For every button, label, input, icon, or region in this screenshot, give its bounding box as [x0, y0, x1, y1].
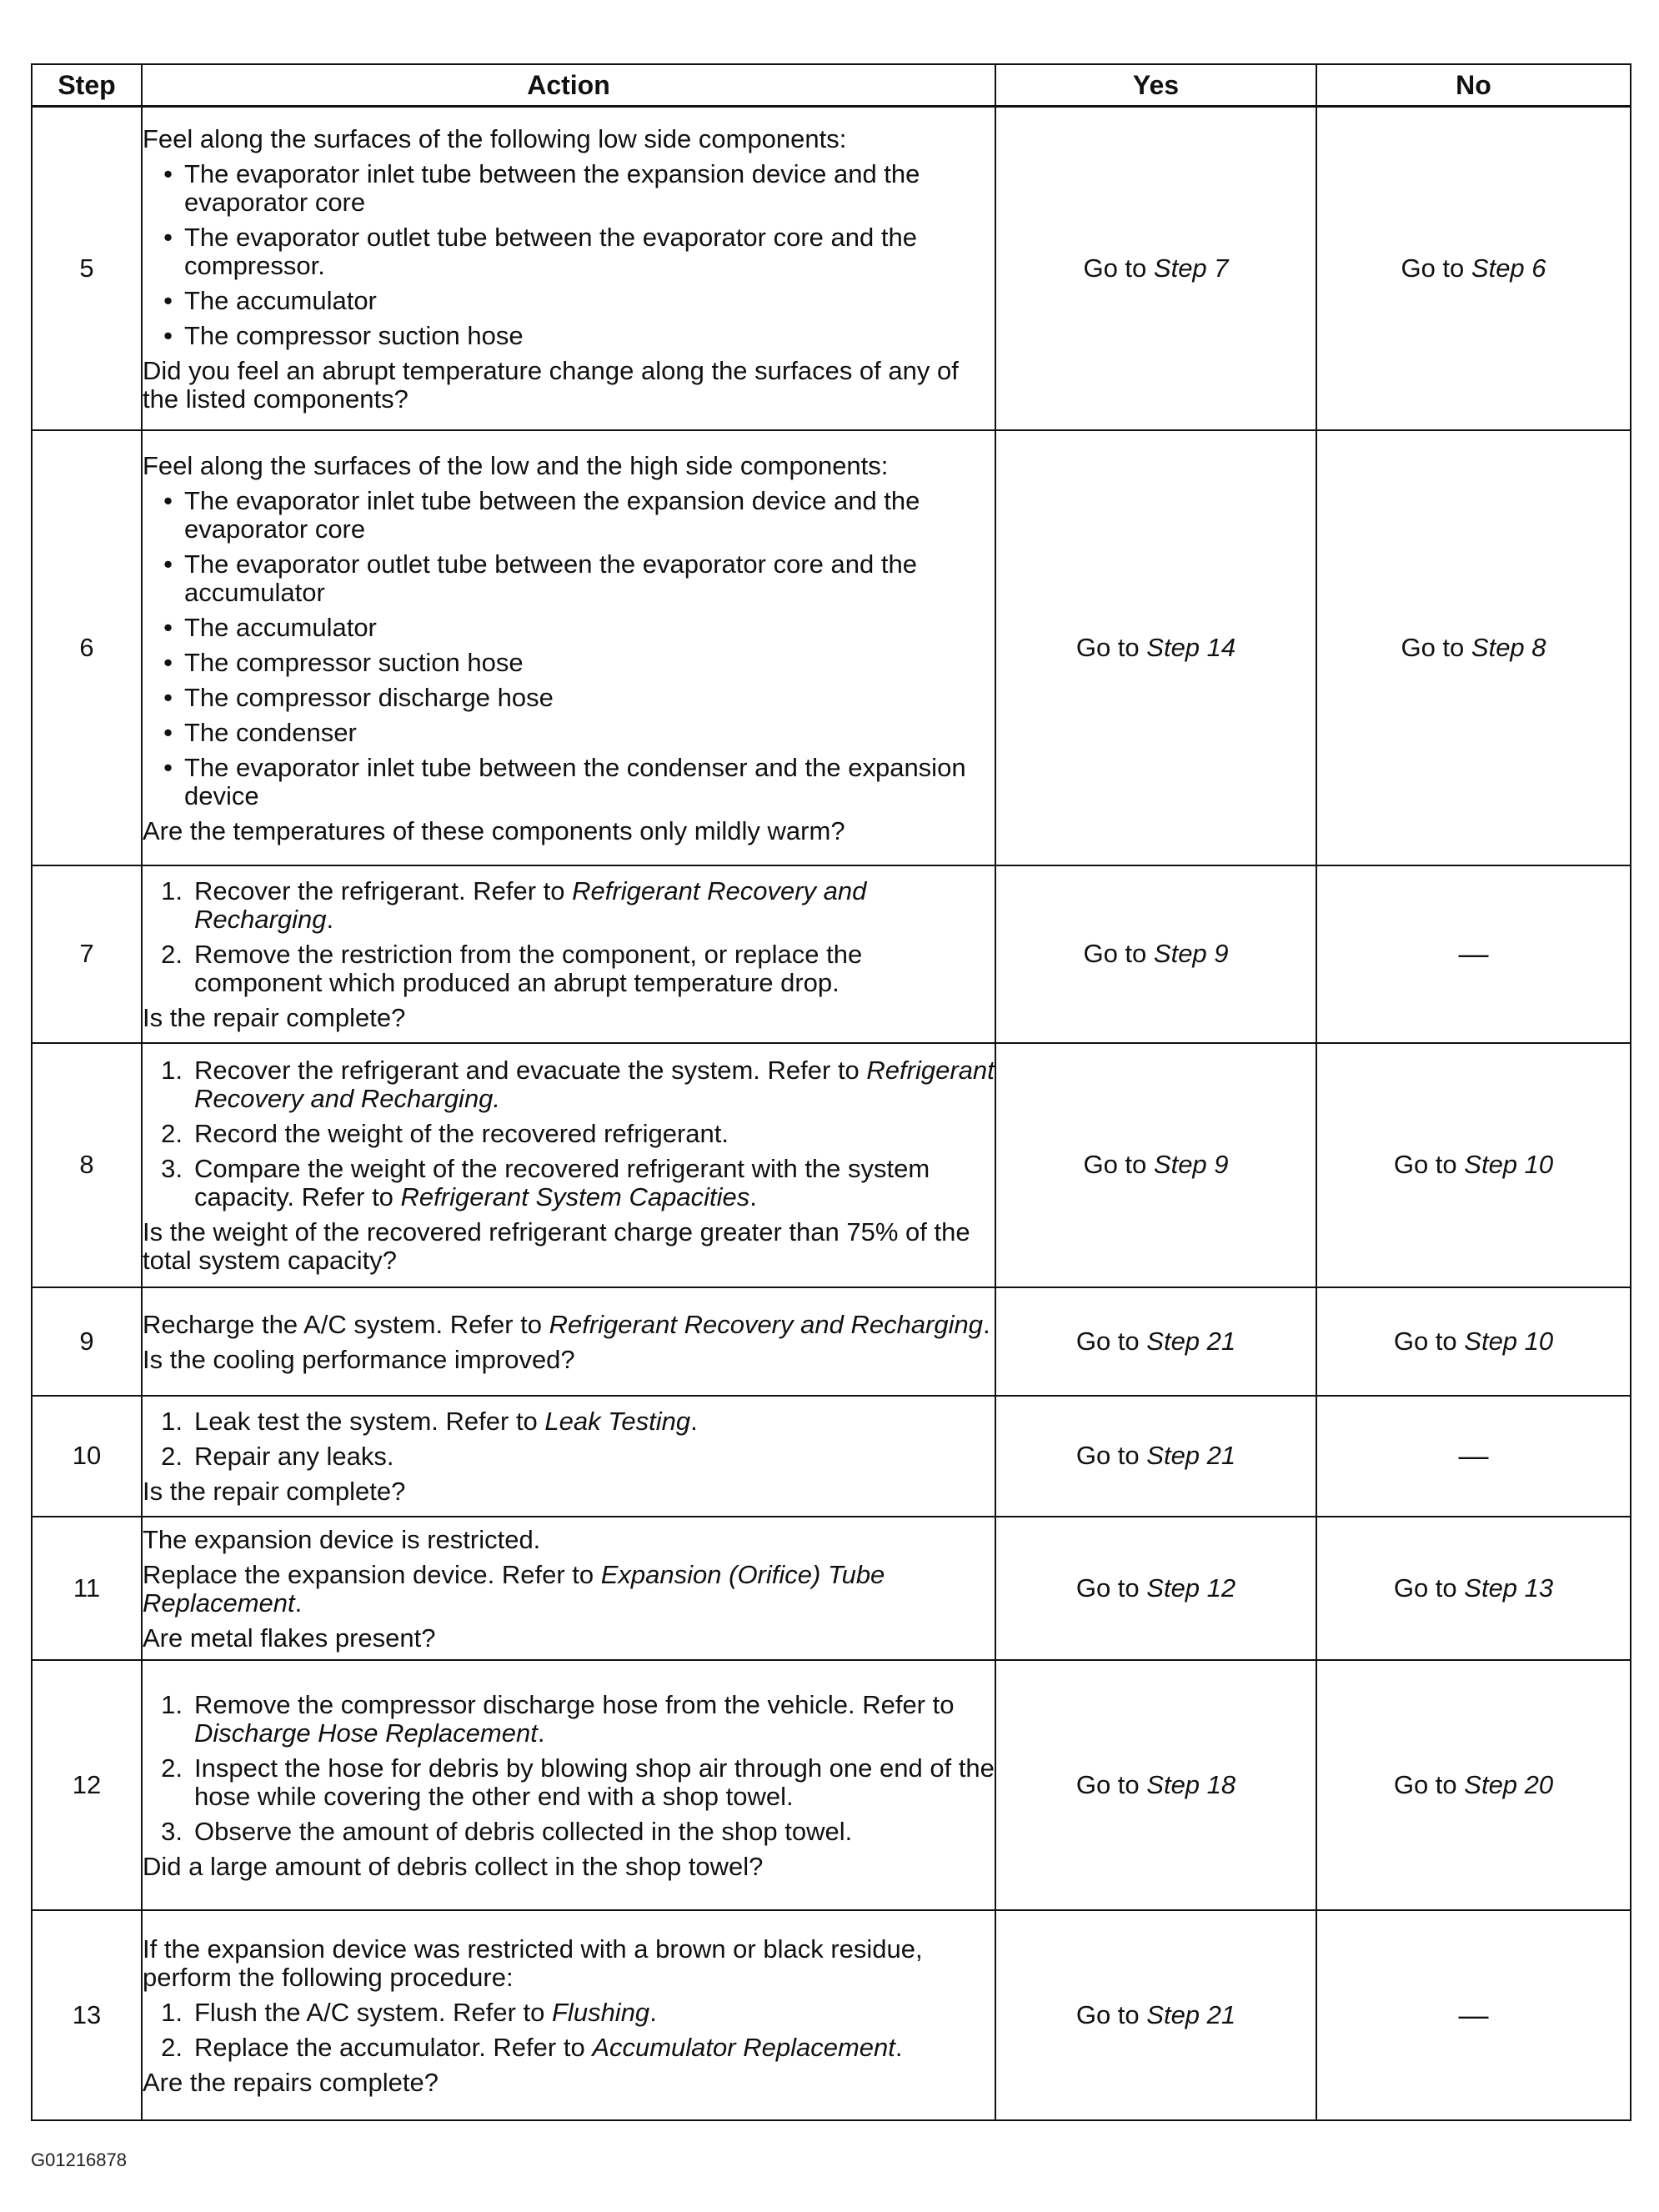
item-text [194, 940, 995, 997]
action-text [143, 1935, 995, 1992]
text-segment: Are metal flakes present? [143, 1623, 436, 1653]
yes-cell [995, 1287, 1316, 1396]
text-segment: Is the repair complete? [143, 1003, 406, 1032]
text-segment: The expansion device is restricted. [143, 1524, 541, 1554]
text-segment: . [294, 1588, 303, 1618]
item-text [184, 684, 995, 712]
bullet-item [143, 287, 995, 315]
text-segment: The evaporator outlet tube between the evaporator core and the compressor. [184, 222, 917, 280]
bullet-marker: • [163, 717, 173, 747]
action-text [143, 2069, 995, 2097]
action-text [143, 1624, 995, 1653]
no-cell [1316, 865, 1631, 1043]
goto-prefix: Go to [1075, 1572, 1147, 1603]
reference-text: Expansion (Orifice) Tube Replacement [143, 1559, 885, 1618]
bullet-item [143, 322, 995, 350]
text-segment: If the expansion device was restricted with a brown or black residue, perform the following procedure: [143, 1934, 923, 1992]
text-segment: . [895, 2032, 903, 2062]
bullet-item [143, 160, 995, 217]
numbered-item [143, 1818, 995, 1846]
text-segment: Is the weight of the recovered refrigerant charge greater than 75% of the total system capacity? [143, 1217, 970, 1275]
reference-text: Accumulator Replacement [592, 2032, 895, 2062]
numbered-item [143, 1056, 995, 1113]
step-reference: Step 7 [1153, 253, 1229, 283]
text-segment: Remove the restriction from the component, or replace the component which produced an abrupt temperature drop. [194, 940, 863, 997]
step-reference: Step 9 [1153, 1150, 1229, 1179]
text-segment: . [326, 905, 334, 934]
item-text [184, 287, 995, 315]
action-text [143, 817, 995, 845]
bullet-item [143, 649, 995, 677]
item-text [184, 223, 995, 280]
goto-prefix: Go to [1075, 1441, 1147, 1470]
text-segment: Record the weight of the recovered refrigerant. [194, 1119, 729, 1148]
text-segment: Replace the accumulator. Refer to [194, 2032, 593, 2062]
text-segment: . [537, 1718, 545, 1748]
text-segment: Is the repair complete? [143, 1477, 406, 1506]
bullet-item [143, 614, 995, 642]
action-cell [142, 1043, 995, 1287]
step-reference: Step 18 [1146, 1769, 1236, 1799]
yes-cell [995, 430, 1316, 865]
action-text [143, 357, 995, 414]
action-text [143, 1526, 995, 1554]
table-row [32, 865, 1631, 1043]
numbered-item [143, 2034, 995, 2062]
bullet-item [143, 550, 995, 607]
text-segment: The condenser [184, 717, 357, 747]
numbered-item [143, 877, 995, 934]
action-cell [142, 430, 995, 865]
bullet-marker: • [163, 682, 173, 712]
step-reference: Step 20 [1464, 1769, 1554, 1799]
yes-cell [995, 107, 1316, 430]
goto-prefix: Go to [1083, 253, 1154, 283]
bullet-marker: • [163, 612, 173, 642]
bullet-marker: • [163, 222, 173, 252]
goto-prefix: Go to [1083, 939, 1154, 968]
text-segment: Recharge the A/C system. Refer to [143, 1309, 549, 1339]
bullet-marker: • [163, 320, 173, 350]
table-row [32, 107, 1631, 430]
action-text [143, 1004, 995, 1032]
numbered-item [143, 1999, 995, 2027]
no-action-dash: — [1458, 1438, 1489, 1472]
item-text [184, 487, 995, 544]
item-text [194, 1407, 995, 1436]
action-cell [142, 1287, 995, 1396]
text-segment: . [749, 1182, 757, 1211]
goto-prefix: Go to [1393, 1572, 1465, 1603]
item-text [184, 754, 995, 810]
item-text [194, 1056, 995, 1113]
action-text [143, 1218, 995, 1275]
bullet-marker: • [163, 647, 173, 677]
step-reference: Step 14 [1146, 632, 1236, 662]
step-reference: Step 10 [1464, 1150, 1554, 1179]
table-row [32, 1043, 1631, 1287]
reference-text: Discharge Hose Replacement [194, 1718, 538, 1748]
step-reference: Step 6 [1471, 253, 1546, 283]
item-number: 2. [161, 1442, 183, 1471]
item-text [194, 2034, 995, 2062]
no-action-dash: — [1458, 936, 1489, 971]
step-number: 6 [32, 430, 142, 865]
yes-cell [995, 1910, 1316, 2120]
step-reference: Step 21 [1146, 1441, 1236, 1470]
step-reference: Step 21 [1146, 1326, 1236, 1356]
header-row [32, 64, 1631, 107]
no-action-dash: — [1458, 1997, 1489, 2032]
yes-cell [995, 1660, 1316, 1910]
no-cell [1316, 1517, 1631, 1660]
no-cell [1316, 1910, 1631, 2120]
item-number: 2. [161, 2032, 183, 2062]
text-segment: The evaporator inlet tube between the condenser and the expansion device [184, 752, 966, 810]
bullet-item [143, 754, 995, 810]
table-row [32, 1660, 1631, 1910]
item-text [194, 1691, 995, 1748]
text-segment: . [690, 1407, 698, 1436]
numbered-item [143, 1691, 995, 1748]
bullet-marker: • [163, 752, 173, 782]
no-cell [1316, 107, 1631, 430]
text-segment: Leak test the system. Refer to [194, 1407, 545, 1436]
numbered-item [143, 1155, 995, 1211]
item-text [184, 322, 995, 350]
action-text [143, 1346, 995, 1374]
table-row [32, 1517, 1631, 1660]
step-number: 5 [32, 107, 142, 430]
bullet-marker: • [163, 285, 173, 315]
action-cell [142, 1517, 995, 1660]
numbered-item [143, 1754, 995, 1811]
text-segment: The compressor discharge hose [184, 682, 554, 712]
table-row [32, 1287, 1631, 1396]
text-segment: Are the repairs complete? [143, 2067, 439, 2097]
action-cell [142, 1396, 995, 1517]
no-cell [1316, 1396, 1631, 1517]
reference-text: Leak Testing [544, 1407, 691, 1436]
goto-prefix: Go to [1393, 1326, 1465, 1356]
document-id: G01216878 [31, 2149, 127, 2170]
step-number: 9 [32, 1287, 142, 1396]
goto-prefix: Go to [1401, 632, 1471, 662]
text-segment: The accumulator [184, 285, 377, 315]
no-cell [1316, 1660, 1631, 1910]
item-text [194, 1818, 995, 1846]
text-segment: The evaporator inlet tube between the expansion device and the evaporator core [184, 485, 920, 544]
goto-prefix: Go to [1401, 253, 1471, 283]
bullet-marker: • [163, 158, 173, 188]
item-number: 2. [161, 1753, 183, 1783]
item-text [184, 550, 995, 607]
step-reference: Step 9 [1153, 939, 1229, 968]
step-reference: Step 10 [1464, 1326, 1554, 1356]
text-segment: Flush the A/C system. Refer to [194, 1997, 552, 2027]
table-row [32, 1396, 1631, 1517]
goto-prefix: Go to [1075, 1999, 1147, 2029]
yes-cell [995, 1517, 1316, 1660]
text-segment: Is the cooling performance improved? [143, 1344, 575, 1374]
item-number: 2. [161, 940, 183, 969]
reference-text: Refrigerant Recovery and Recharging [194, 876, 867, 934]
text-segment: The compressor suction hose [184, 647, 524, 677]
action-text [143, 1853, 995, 1881]
numbered-item [143, 940, 995, 997]
step-reference: Step 13 [1464, 1572, 1554, 1603]
no-cell [1316, 430, 1631, 865]
bullet-item [143, 684, 995, 712]
diagnostic-table [31, 63, 1631, 2121]
text-segment: Replace the expansion device. Refer to [143, 1559, 601, 1589]
yes-cell [995, 1043, 1316, 1287]
item-number: 3. [161, 1154, 183, 1183]
item-text [194, 1120, 995, 1148]
item-number: 1. [161, 876, 183, 905]
goto-prefix: Go to [1083, 1150, 1154, 1179]
text-segment: The evaporator outlet tube between the evaporator core and the accumulator [184, 549, 917, 607]
action-text [143, 1311, 995, 1339]
step-number: 11 [32, 1517, 142, 1660]
action-cell [142, 1910, 995, 2120]
bullet-marker: • [163, 485, 173, 515]
item-number: 1. [161, 1997, 183, 2027]
bullet-item [143, 487, 995, 544]
numbered-item [143, 1442, 995, 1471]
step-reference: Step 12 [1146, 1572, 1236, 1603]
reference-text: Refrigerant System Capacities [400, 1182, 750, 1211]
table-body [32, 107, 1631, 2120]
item-number: 3. [161, 1816, 183, 1846]
step-number: 10 [32, 1396, 142, 1517]
action-text [143, 1477, 995, 1506]
item-text [194, 1754, 995, 1811]
text-segment: Feel along the surfaces of the following low side components: [143, 123, 847, 153]
numbered-item [143, 1120, 995, 1148]
no-cell [1316, 1287, 1631, 1396]
table-row [32, 1910, 1631, 2120]
goto-prefix: Go to [1075, 1326, 1147, 1356]
text-segment: The evaporator inlet tube between the expansion device and the evaporator core [184, 158, 920, 217]
text-segment: Remove the compressor discharge hose from the vehicle. Refer to [194, 1689, 955, 1719]
reference-text: Refrigerant Recovery and Recharging. [194, 1056, 995, 1113]
bullet-item [143, 719, 995, 747]
text-segment: Observe the amount of debris collected in the shop towel. [194, 1816, 853, 1846]
numbered-item [143, 1407, 995, 1436]
text-segment: Recover the refrigerant. Refer to [194, 876, 573, 905]
header-no: No [1316, 64, 1631, 107]
text-segment: Repair any leaks. [194, 1442, 394, 1471]
yes-cell [995, 865, 1316, 1043]
yes-cell [995, 1396, 1316, 1517]
text-segment: Are the temperatures of these components only mildly warm? [143, 815, 845, 845]
item-text [184, 614, 995, 642]
item-number: 1. [161, 1056, 183, 1085]
goto-prefix: Go to [1075, 1769, 1147, 1799]
goto-prefix: Go to [1393, 1150, 1465, 1179]
text-segment: The compressor suction hose [184, 320, 524, 350]
text-segment: Compare the weight of the recovered refrigerant with the system capacity. Refer to [194, 1154, 930, 1211]
header-action: Action [142, 64, 995, 107]
item-text [194, 1442, 995, 1471]
action-text [143, 125, 995, 153]
step-number: 13 [32, 1910, 142, 2120]
header-yes: Yes [995, 64, 1316, 107]
action-text [143, 452, 995, 480]
step-reference: Step 8 [1471, 632, 1546, 662]
reference-text: Refrigerant Recovery and Recharging [549, 1309, 983, 1339]
action-text [143, 1561, 995, 1618]
action-cell [142, 107, 995, 430]
text-segment: . [983, 1309, 990, 1339]
item-text [184, 649, 995, 677]
text-segment: Did a large amount of debris collect in the shop towel? [143, 1851, 764, 1881]
text-segment: . [649, 1997, 657, 2027]
item-text [184, 719, 995, 747]
bullet-item [143, 223, 995, 280]
step-reference: Step 21 [1146, 1999, 1236, 2029]
item-number: 1. [161, 1689, 183, 1719]
text-segment: Feel along the surfaces of the low and the high side components: [143, 450, 889, 480]
step-number: 8 [32, 1043, 142, 1287]
item-text [194, 877, 995, 934]
item-text [184, 160, 995, 217]
action-cell [142, 1660, 995, 1910]
text-segment: Did you feel an abrupt temperature change along the surfaces of any of the listed components? [143, 355, 959, 414]
step-number: 7 [32, 865, 142, 1043]
no-cell [1316, 1043, 1631, 1287]
table-row [32, 430, 1631, 865]
text-segment: The accumulator [184, 612, 377, 642]
action-cell [142, 865, 995, 1043]
item-number: 2. [161, 1119, 183, 1148]
text-segment: Recover the refrigerant and evacuate the system. Refer to [194, 1056, 867, 1085]
bullet-marker: • [163, 549, 173, 579]
goto-prefix: Go to [1075, 632, 1147, 662]
goto-prefix: Go to [1393, 1769, 1465, 1799]
item-number: 1. [161, 1407, 183, 1436]
text-segment: Inspect the hose for debris by blowing shop air through one end of the hose while covering the other end with a shop towel. [194, 1753, 995, 1811]
reference-text: Flushing [552, 1997, 650, 2027]
header-step: Step [32, 64, 142, 107]
item-text [194, 1155, 995, 1211]
item-text [194, 1999, 995, 2027]
step-number: 12 [32, 1660, 142, 1910]
